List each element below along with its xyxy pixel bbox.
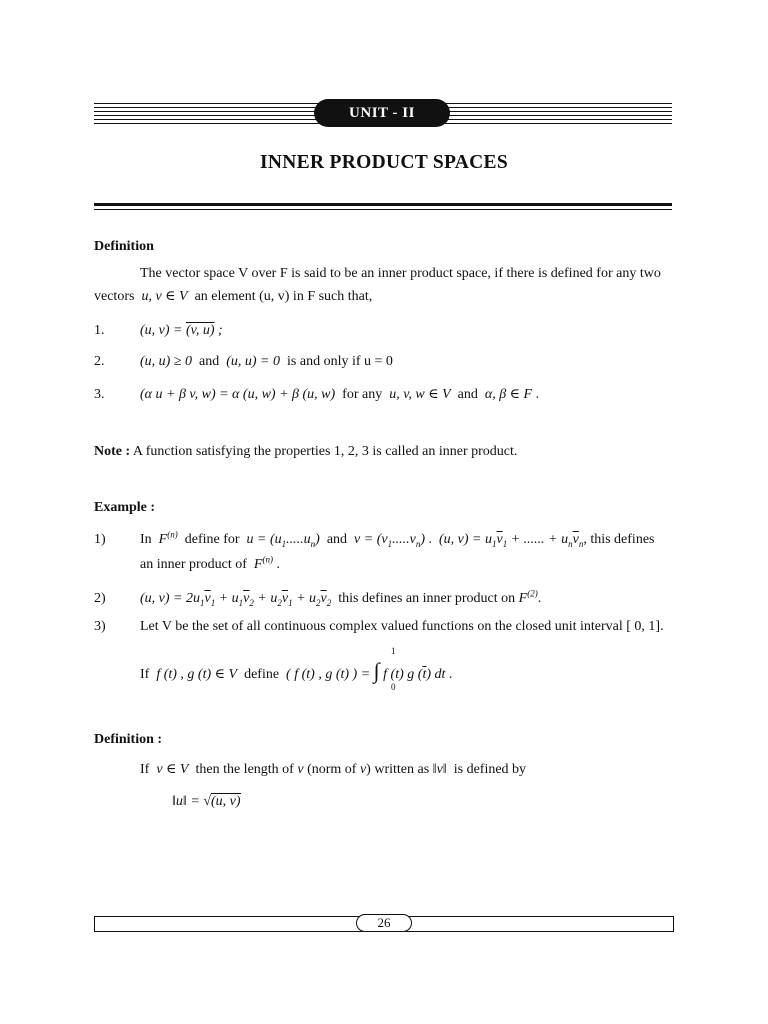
property-positivity: (u, u) ≥ 0 and (u, u) = 0 is and only if u = 0 bbox=[140, 354, 393, 369]
example-3-line2: If f (t) , g (t) ∈ V define ( f (t) , g (t) ) = ∫ f (t) g $(\overline{t})$ dt . bbox=[140, 658, 453, 683]
math-uv-in-V: u, v ∈ V bbox=[141, 289, 188, 304]
integral-lower-limit: 0 bbox=[391, 682, 396, 692]
property-linearity: (α u + β v, w) = α (u, w) + β (u, w) for any u, v, w ∈ V and α, β ∈ F . bbox=[140, 387, 540, 402]
definition-text-line2: vectors u, v ∈ V an element (u, v) in F such that, bbox=[94, 289, 373, 304]
title-rule-thin bbox=[94, 209, 672, 210]
example-1-line1: In $F^{(n)}$ define for $u = (u_1.....u_n)$ and $v = (v_1.....v_n)$ . (u, $v) = u_1\overline{v}_1$ + ...... + $u_n\overline{v}_n$, this defines bbox=[140, 529, 655, 549]
example-number: 1) bbox=[94, 532, 106, 547]
note bbox=[94, 443, 517, 461]
example-1-line2: an inner product of $F^{(n)}$ . bbox=[140, 554, 280, 572]
property-conjugate-symmetry: (u, v) = (v, u) ; bbox=[140, 323, 223, 338]
item-number: 2. bbox=[94, 354, 105, 369]
example-number: 2) bbox=[94, 591, 106, 606]
definition-heading: Definition bbox=[94, 239, 154, 254]
title-rule-thick bbox=[94, 203, 672, 206]
integral-upper-limit: 1 bbox=[391, 646, 396, 656]
definition-2-text: If v ∈ V then the length of v (norm of v) written as ‖v‖ is defined by bbox=[140, 762, 527, 777]
definition-text-line1: The vector space V over F is said to be an inner product space, if there is defined for any two bbox=[140, 266, 661, 281]
page-title: INNER PRODUCT SPACES bbox=[260, 152, 508, 173]
definition-2-heading: Definition : bbox=[94, 732, 163, 747]
item-number: 3. bbox=[94, 387, 105, 402]
unit-badge: UNIT - II bbox=[314, 99, 450, 127]
item-number: 1. bbox=[94, 323, 105, 338]
norm-formula: ‖u‖ = √(u, v) bbox=[172, 794, 241, 809]
integral-sign: ∫ bbox=[373, 658, 380, 683]
page-number: 26 bbox=[356, 914, 412, 932]
note-label: Note : bbox=[94, 444, 131, 459]
example-3-line1: Let V be the set of all continuous complex valued functions on the closed unit interval [ 0, 1]. bbox=[140, 619, 664, 634]
example-number: 3) bbox=[94, 619, 106, 634]
note-text: A function satisfying the properties 1, 2, 3 is called an inner product. bbox=[132, 444, 518, 459]
example-heading: Example : bbox=[94, 500, 156, 515]
example-2: (u, $v) = 2u_1\overline{v}_1 + u_1\overline{v}_2 + u_2\overline{v}_1 + u_2\overline{v}_2$ this defines an inner product on $F^{(2)}$. bbox=[140, 588, 542, 608]
